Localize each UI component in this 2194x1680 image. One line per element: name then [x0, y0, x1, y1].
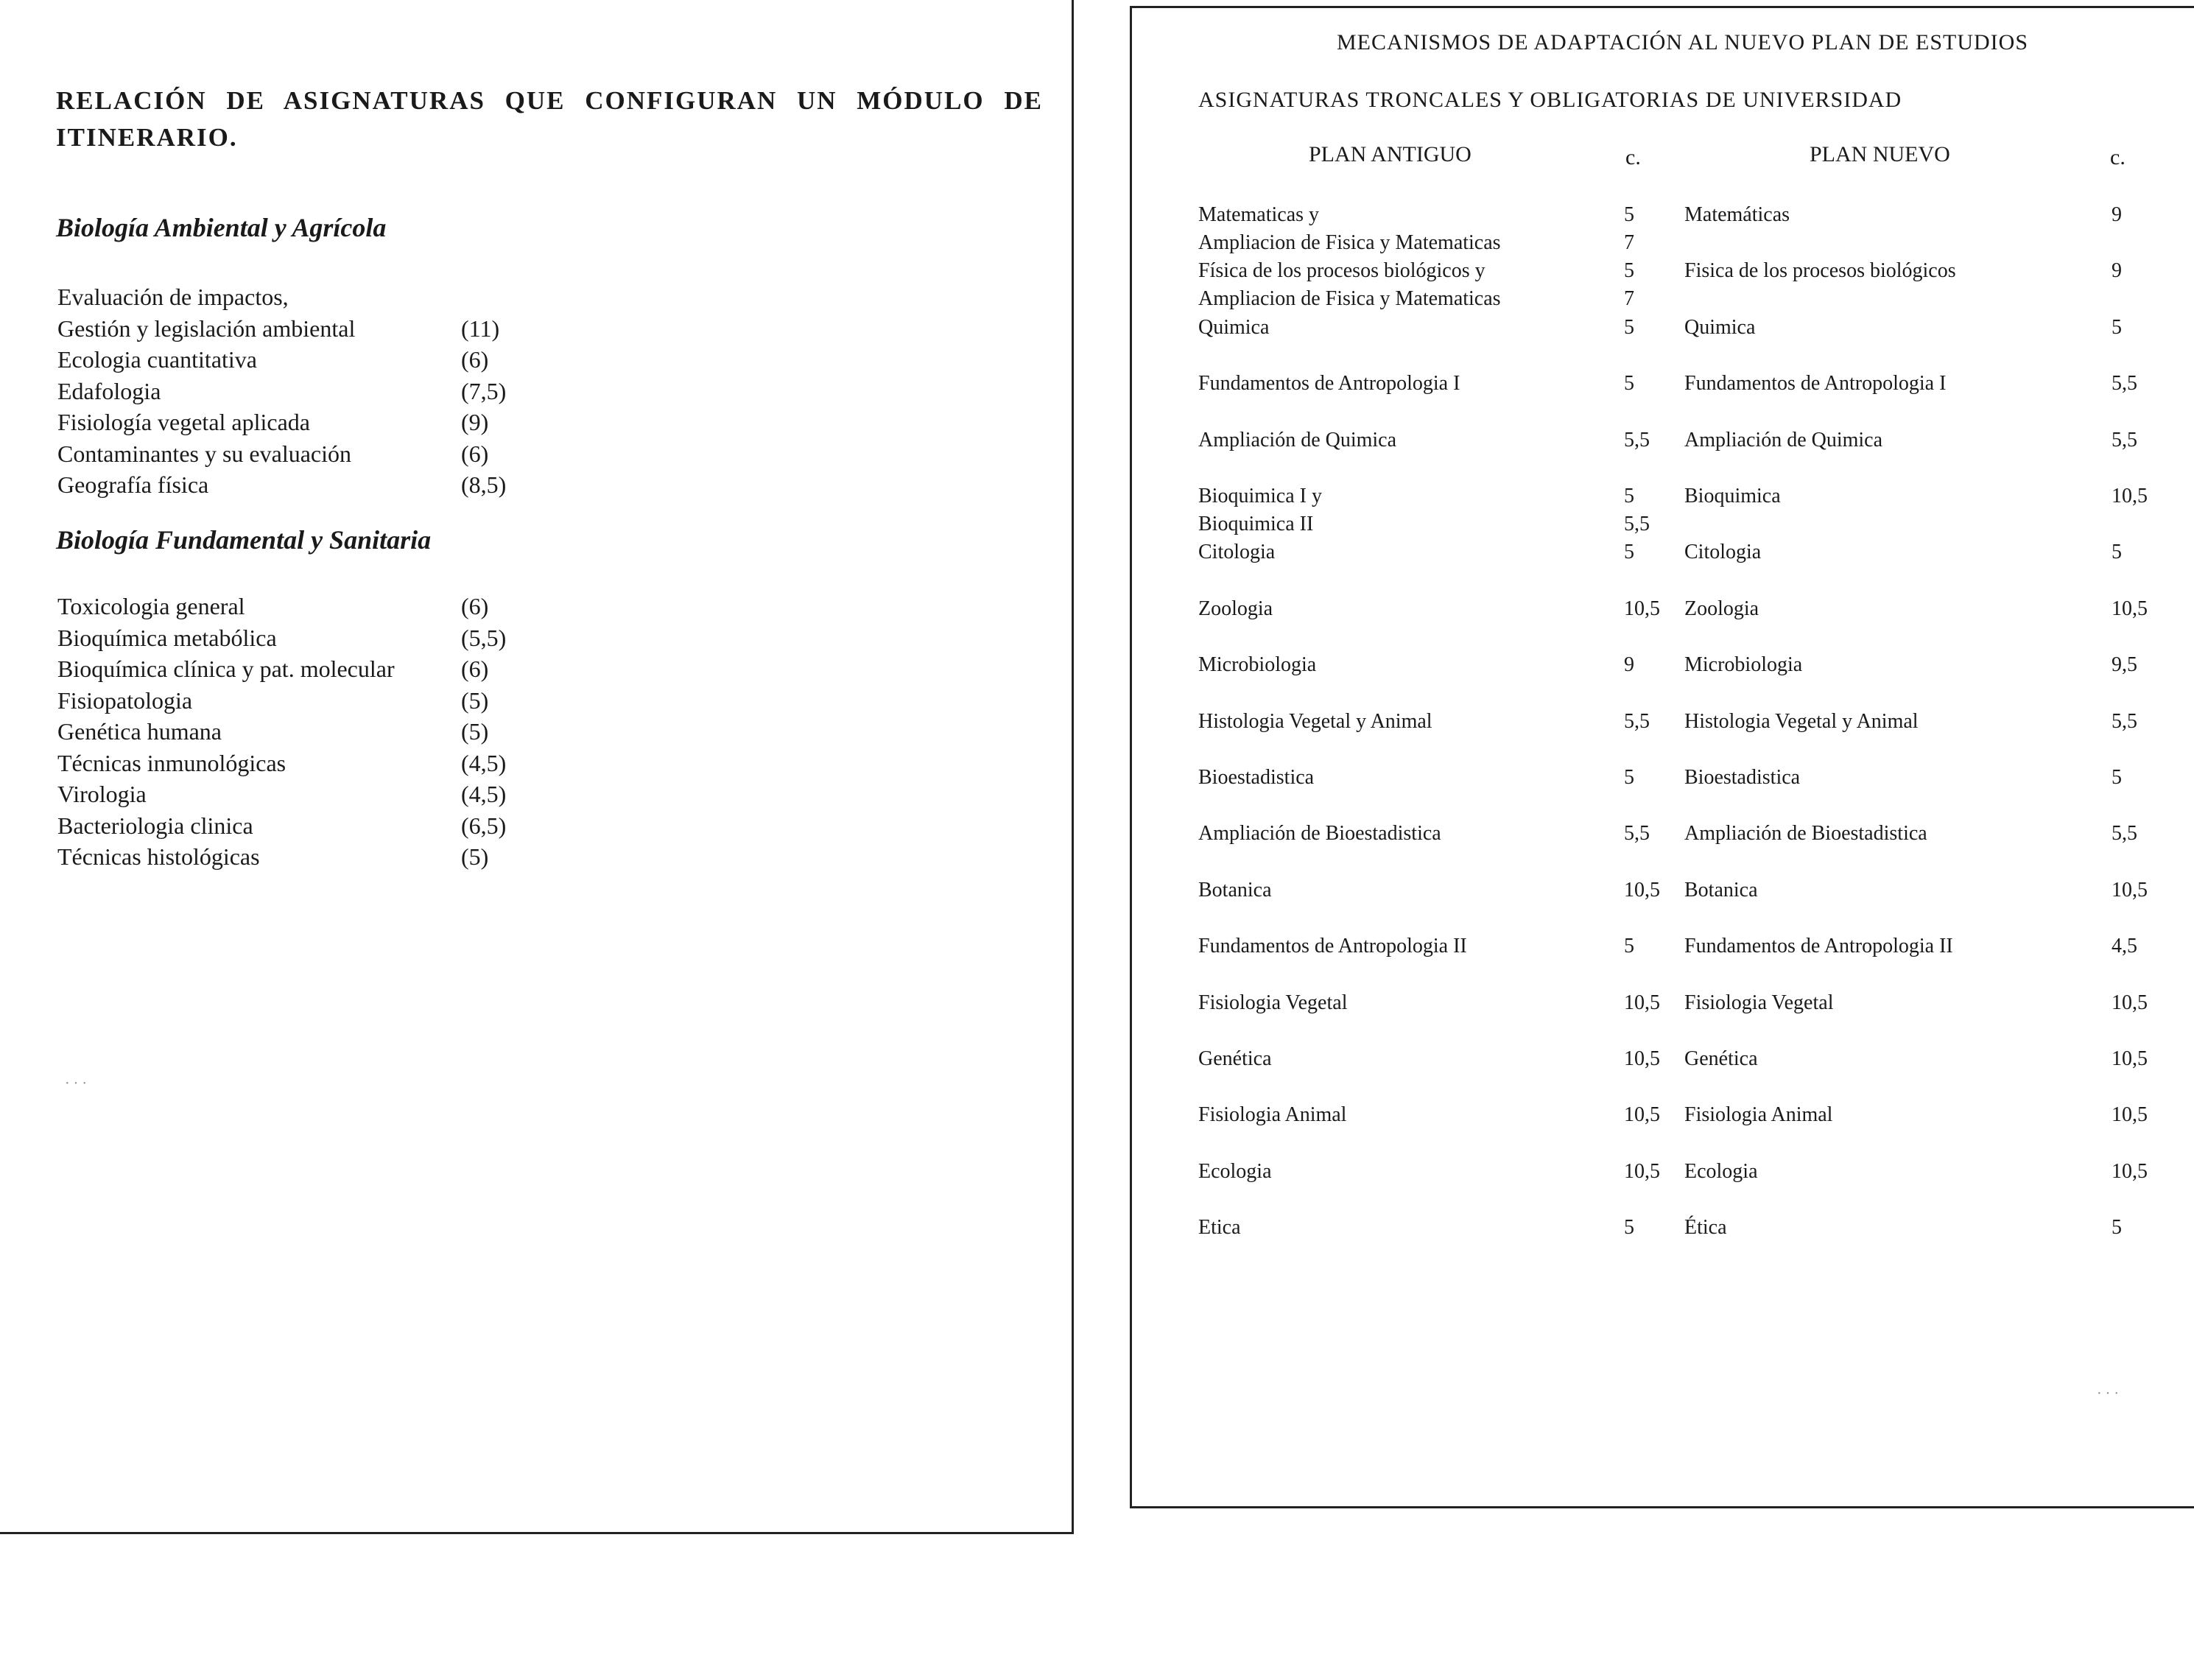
new-subject: Fisica de los procesos biológicos: [1684, 259, 1956, 283]
new-credits: 10,5: [2112, 1047, 2148, 1070]
old-credits: 10,5: [1624, 597, 1660, 620]
new-subject: Genética: [1684, 1047, 1758, 1070]
old-credits: 5: [1624, 541, 1634, 564]
old-subject: Zoologia: [1198, 597, 1273, 620]
subject-credits: (5): [461, 843, 489, 870]
new-subject: Ampliación de Bioestadistica: [1684, 822, 1927, 846]
subject-name: Fisiopatologia: [57, 686, 193, 714]
old-subject: Etica: [1198, 1216, 1241, 1240]
subject-credits: (4,5): [461, 781, 507, 807]
new-subject: Ecologia: [1684, 1159, 1758, 1183]
scan-speck: · · ·: [65, 1075, 87, 1092]
subject-name: Genética humana: [57, 718, 222, 745]
old-subject: Ecologia: [1198, 1159, 1272, 1183]
old-subject: Histologia Vegetal y Animal: [1198, 709, 1432, 733]
new-credits: 9: [2112, 259, 2122, 283]
page-subtitle: ASIGNATURAS TRONCALES Y OBLIGATORIAS DE UNIVERSIDAD: [1198, 88, 1902, 112]
column-header-old-plan: PLAN ANTIGUO: [1309, 142, 1472, 166]
old-credits: 10,5: [1624, 1047, 1660, 1070]
old-credits: 5: [1624, 1216, 1634, 1240]
right-page: [1130, 6, 2194, 1508]
old-credits: 10,5: [1624, 878, 1660, 901]
scan-speck: · · ·: [2097, 1385, 2119, 1402]
old-credits: 5: [1624, 315, 1634, 339]
old-credits: 5: [1624, 259, 1634, 283]
old-credits: 10,5: [1624, 1159, 1660, 1183]
column-header-new-credits: c.: [2110, 145, 2126, 169]
subject-credits: (5,5): [461, 624, 507, 651]
new-credits: 5: [2112, 1216, 2122, 1240]
old-subject: Bioquimica I y: [1198, 485, 1322, 507]
old-credits: 5: [1624, 203, 1634, 226]
old-subject: Bioquimica II: [1198, 513, 1314, 535]
subject-name: Geografía física: [57, 471, 209, 498]
old-credits: 5,5: [1624, 513, 1650, 535]
new-credits: 5,5: [2112, 709, 2137, 733]
subject-name: Bacteriologia clinica: [57, 812, 253, 839]
new-credits: 5,5: [2112, 822, 2137, 846]
subject-credits: (6): [461, 440, 489, 467]
old-credits: 5: [1624, 372, 1634, 396]
old-subject: Matematicas y: [1198, 203, 1320, 226]
old-subject: Física de los procesos biológicos y: [1198, 259, 1485, 283]
old-subject: Ampliacion de Fisica y Matematicas: [1198, 231, 1501, 254]
new-credits: 5,5: [2112, 372, 2137, 396]
old-credits: 5,5: [1624, 822, 1650, 846]
subject-credits: (5): [461, 686, 489, 714]
page-title: MECANISMOS DE ADAPTACIÓN AL NUEVO PLAN DE ESTUDIOS: [1337, 30, 2029, 55]
old-subject: Fundamentos de Antropologia II: [1198, 935, 1467, 958]
new-subject: Botanica: [1684, 878, 1758, 901]
subject-name: Toxicologia general: [57, 593, 245, 619]
old-credits: 5: [1624, 766, 1634, 789]
new-subject: Fisiologia Animal: [1684, 1103, 1833, 1127]
old-credits: 10,5: [1624, 991, 1660, 1014]
subject-credits: (11): [461, 314, 500, 342]
old-subject: Ampliación de Quimica: [1198, 428, 1397, 451]
new-subject: Ética: [1684, 1216, 1727, 1240]
section-heading-ambiental: Biología Ambiental y Agrícola: [56, 213, 387, 242]
new-credits: 10,5: [2112, 1103, 2148, 1127]
section-heading-fundamental: Biología Fundamental y Sanitaria: [56, 525, 432, 555]
new-subject: Matemáticas: [1684, 203, 1790, 226]
old-credits: 9: [1624, 653, 1634, 677]
new-credits: 10,5: [2112, 597, 2148, 620]
old-subject: Microbiologia: [1198, 653, 1317, 677]
new-credits: 10,5: [2112, 878, 2148, 901]
new-subject: Ampliación de Quimica: [1684, 428, 1883, 451]
old-credits: 5,5: [1624, 709, 1650, 733]
old-credits: 7: [1624, 231, 1634, 254]
new-credits: 10,5: [2112, 485, 2148, 507]
subject-credits: (7,5): [461, 377, 507, 404]
old-subject: Ampliación de Bioestadistica: [1198, 822, 1441, 846]
column-header-new-plan: PLAN NUEVO: [1810, 142, 1950, 166]
new-subject: Bioestadistica: [1684, 766, 1801, 789]
new-subject: Quimica: [1684, 315, 1756, 339]
left-page: [0, 0, 1074, 1534]
new-subject: Fundamentos de Antropologia I: [1684, 372, 1947, 396]
new-credits: 5: [2112, 315, 2122, 339]
subject-credits: (6): [461, 593, 489, 619]
new-subject: Microbiologia: [1684, 653, 1803, 677]
subject-credits: (8,5): [461, 471, 507, 498]
subject-name: Técnicas inmunológicas: [57, 749, 286, 776]
old-subject: Genética: [1198, 1047, 1272, 1070]
subject-credits: (6): [461, 656, 489, 682]
old-subject: Citologia: [1198, 541, 1276, 564]
new-credits: 4,5: [2112, 935, 2137, 958]
old-subject: Fisiologia Animal: [1198, 1103, 1347, 1127]
subject-name: Gestión y legislación ambiental: [57, 314, 356, 342]
new-subject: Zoologia: [1684, 597, 1759, 620]
old-subject: Fisiologia Vegetal: [1198, 991, 1348, 1014]
new-credits: 5,5: [2112, 428, 2137, 451]
subject-name: Bioquímica metabólica: [57, 624, 277, 651]
page-title: RELACIÓN DE ASIGNATURAS QUE CONFIGURAN UN MÓDULO DE ITINERARIO.: [56, 86, 1043, 152]
new-credits: 5: [2112, 541, 2122, 564]
old-subject: Botanica: [1198, 878, 1272, 901]
subject-name: Técnicas histológicas: [57, 843, 260, 870]
old-credits: 5: [1624, 935, 1634, 958]
new-credits: 9,5: [2112, 653, 2137, 677]
subject-name: Ecologia cuantitativa: [57, 346, 257, 373]
subject-name: Bioquímica clínica y pat. molecular: [57, 656, 395, 682]
subject-name: Edafologia: [57, 377, 161, 404]
subject-credits: (9): [461, 409, 489, 435]
new-credits: 5: [2112, 766, 2122, 789]
subject-credits: (5): [461, 718, 489, 745]
subject-name: Contaminantes y su evaluación: [57, 440, 352, 467]
old-subject: Fundamentos de Antropologia I: [1198, 372, 1460, 396]
old-subject: Bioestadistica: [1198, 766, 1315, 789]
new-subject: Fisiologia Vegetal: [1684, 991, 1834, 1014]
new-credits: 10,5: [2112, 1159, 2148, 1183]
subject-credits: (6,5): [461, 812, 507, 839]
old-credits: 5: [1624, 485, 1634, 507]
column-header-old-credits: c.: [1625, 145, 1641, 169]
subject-name: Virologia: [57, 781, 147, 807]
new-credits: 9: [2112, 203, 2122, 226]
subject-name: Evaluación de impactos,: [57, 284, 289, 310]
subject-credits: (4,5): [461, 749, 507, 776]
old-credits: 7: [1624, 287, 1634, 311]
old-subject: Ampliacion de Fisica y Matematicas: [1198, 287, 1501, 311]
subject-credits: (6): [461, 346, 489, 373]
new-subject: Histologia Vegetal y Animal: [1684, 709, 1919, 733]
new-credits: 10,5: [2112, 991, 2148, 1014]
new-subject: Bioquimica: [1684, 485, 1781, 507]
subject-name: Fisiología vegetal aplicada: [57, 409, 310, 435]
old-subject: Quimica: [1198, 315, 1270, 339]
new-subject: Citologia: [1684, 541, 1762, 564]
old-credits: 10,5: [1624, 1103, 1660, 1127]
new-subject: Fundamentos de Antropologia II: [1684, 935, 1953, 958]
old-credits: 5,5: [1624, 428, 1650, 451]
